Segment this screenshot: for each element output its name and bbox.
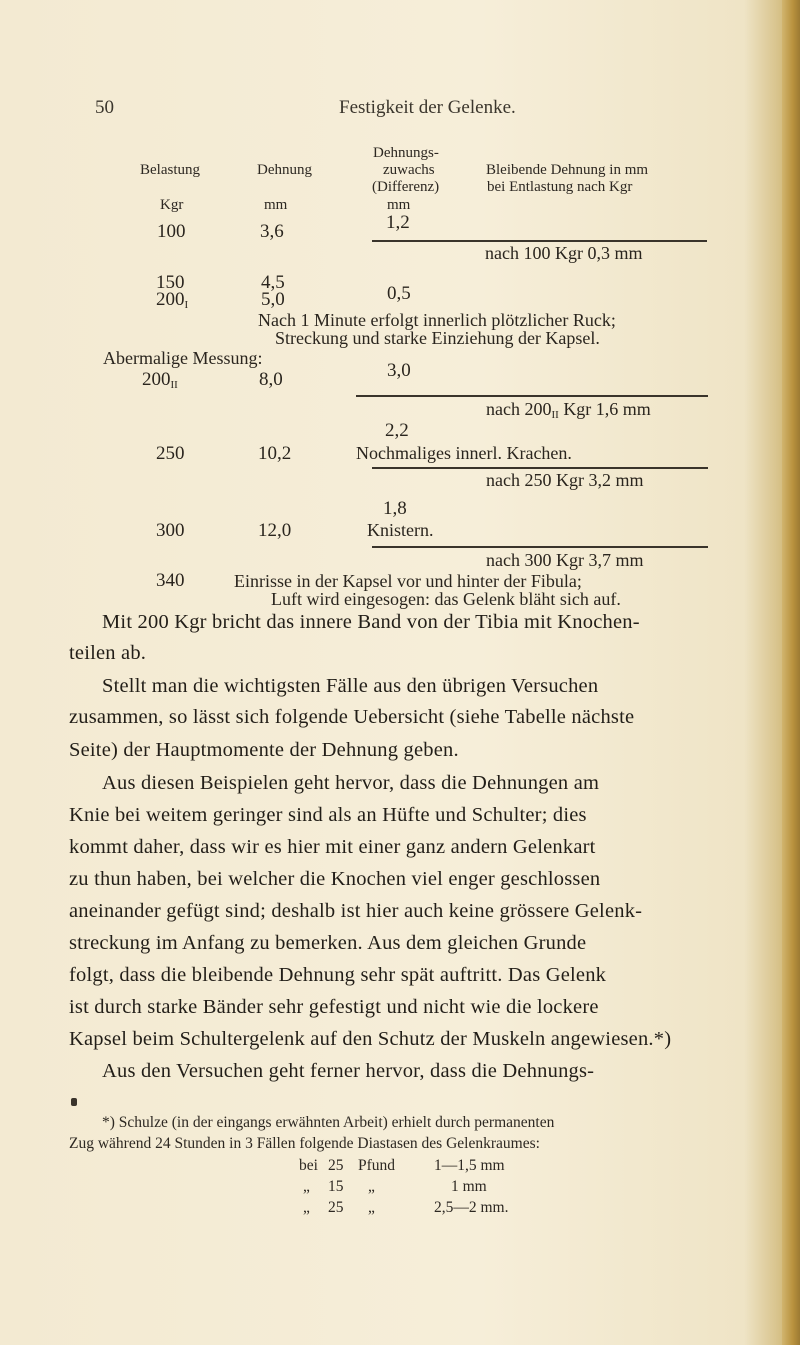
- body-line: ist durch starke Bänder sehr gefestigt und nicht wie die lockere: [69, 996, 599, 1018]
- footnote-amount: 15: [328, 1178, 344, 1195]
- running-title: Festigkeit der Gelenke.: [339, 97, 516, 118]
- load-200-ii: $200_{II}$: [142, 369, 178, 391]
- note-air-drawn-in: Luft wird eingesogen: das Gelenk bläht sich auf.: [271, 589, 621, 609]
- footnote-value: 1—1,5 mm: [434, 1157, 505, 1174]
- increase-300: 1,8: [383, 498, 407, 519]
- col-header-increase-3: (Differenz): [372, 179, 440, 195]
- body-line: zusammen, so lässt sich folgende Uebersicht (siehe Tabelle nächste: [69, 706, 635, 728]
- footnote-prefix: „: [303, 1199, 310, 1216]
- increase-200-i: 0,5: [387, 283, 411, 304]
- note-cracking: Nochmaliges innerl. Krachen.: [356, 443, 572, 463]
- residual-rule: [372, 240, 707, 242]
- stretch-200-i: 5,0: [261, 289, 285, 310]
- col-header-increase-1: Dehnungs-: [373, 145, 439, 161]
- increase-200-ii: 3,0: [387, 360, 411, 381]
- footnote-value: 2,5—2 mm.: [434, 1199, 509, 1216]
- footnote-prefix: „: [303, 1178, 310, 1195]
- residual-after-250: nach 250 Kgr 3,2 mm: [486, 470, 644, 490]
- body-line: Stellt man die wichtigsten Fälle aus den übrigen Versuchen: [102, 675, 599, 697]
- unit-load: Kgr: [160, 197, 184, 213]
- body-line: Aus den Versuchen geht ferner hervor, dass die Dehnungs-: [102, 1060, 595, 1082]
- stretch-250: 10,2: [258, 443, 292, 464]
- note-sudden-jolt: Nach 1 Minute erfolgt innerlich plötzlicher Ruck;: [258, 310, 616, 330]
- residual-after-300: nach 300 Kgr 3,7 mm: [486, 550, 644, 570]
- remeasure-label: Abermalige Messung:: [103, 348, 263, 368]
- unit-increase: mm: [387, 197, 411, 213]
- stretch-200-ii: 8,0: [259, 369, 283, 390]
- residual-after-200-ii: nach $200_{II}$ Kgr 1,6 mm: [486, 399, 651, 421]
- load-340: 340: [156, 570, 185, 591]
- page-number: 50: [95, 97, 114, 118]
- footnote-amount: 25: [328, 1199, 344, 1216]
- residual-rule: [372, 546, 708, 548]
- note-capsule-retraction: Streckung und starke Einziehung der Kapsel.: [275, 328, 600, 348]
- col-header-increase-2: zuwachs: [383, 162, 435, 178]
- col-header-stretch: Dehnung: [257, 162, 312, 178]
- body-line: folgt, dass die bleibende Dehnung sehr spät auftritt. Das Gelenk: [69, 964, 607, 986]
- body-line: kommt daher, dass wir es hier mit einer ganz andern Gelenkart: [69, 836, 596, 858]
- footnote-unit: „: [368, 1199, 375, 1216]
- body-line: Seite) der Hauptmomente der Dehnung geben.: [69, 739, 459, 761]
- col-header-load: Belastung: [140, 162, 200, 178]
- note-crackling: Knistern.: [367, 520, 434, 540]
- body-line: Mit 200 Kgr bricht das innere Band von der Tibia mit Knochen-: [102, 611, 640, 633]
- footnote-amount: 25: [328, 1157, 344, 1174]
- col-header-residual-2: bei Entlastung nach Kgr: [487, 179, 633, 195]
- load-100: 100: [157, 221, 186, 242]
- footnote-prefix: bei: [299, 1157, 318, 1174]
- body-line: aneinander gefügt sind; deshalb ist hier auch keine grössere Gelenk-: [69, 900, 643, 922]
- increase-250: 2,2: [385, 420, 409, 441]
- stretch-100: 3,6: [260, 221, 284, 242]
- body-line: streckung im Anfang zu bemerken. Aus dem gleichen Grunde: [69, 932, 587, 954]
- note-capsule-tears: Einrisse in der Kapsel vor und hinter der Fibula;: [234, 571, 582, 591]
- body-line: teilen ab.: [69, 642, 147, 664]
- footnote-line: *) Schulze (in der eingangs erwähnten Arbeit) erhielt durch permanenten: [102, 1114, 555, 1131]
- body-line: zu thun haben, bei welcher die Knochen viel enger geschlossen: [69, 868, 601, 890]
- footnote-line: Zug während 24 Stunden in 3 Fällen folgende Diastasen des Gelenkraumes:: [69, 1135, 540, 1152]
- unit-stretch: mm: [264, 197, 288, 213]
- load-200-i: $200_I$: [156, 289, 189, 311]
- footnote-unit: Pfund: [358, 1157, 396, 1174]
- body-line: Kapsel beim Schultergelenk auf den Schutz der Muskeln angewiesen.*): [69, 1028, 672, 1050]
- increase-100: 1,2: [386, 212, 410, 233]
- footnote-unit: „: [368, 1178, 375, 1195]
- ink-mark: [71, 1098, 77, 1106]
- residual-rule: [372, 467, 708, 469]
- body-line: Aus diesen Beispielen geht hervor, dass die Dehnungen am: [102, 772, 600, 794]
- load-300: 300: [156, 520, 185, 541]
- residual-rule: [356, 395, 708, 397]
- load-150: 150: [156, 272, 185, 293]
- stretch-150: 4,5: [261, 272, 285, 293]
- page-edge-shadow: [782, 0, 800, 1345]
- load-250: 250: [156, 443, 185, 464]
- residual-after-100: nach 100 Kgr 0,3 mm: [485, 243, 643, 263]
- stretch-300: 12,0: [258, 520, 292, 541]
- col-header-residual-1: Bleibende Dehnung in mm: [486, 162, 649, 178]
- body-line: Knie bei weitem geringer sind als an Hüfte und Schulter; dies: [69, 804, 587, 826]
- footnote-value: 1 mm: [451, 1178, 487, 1195]
